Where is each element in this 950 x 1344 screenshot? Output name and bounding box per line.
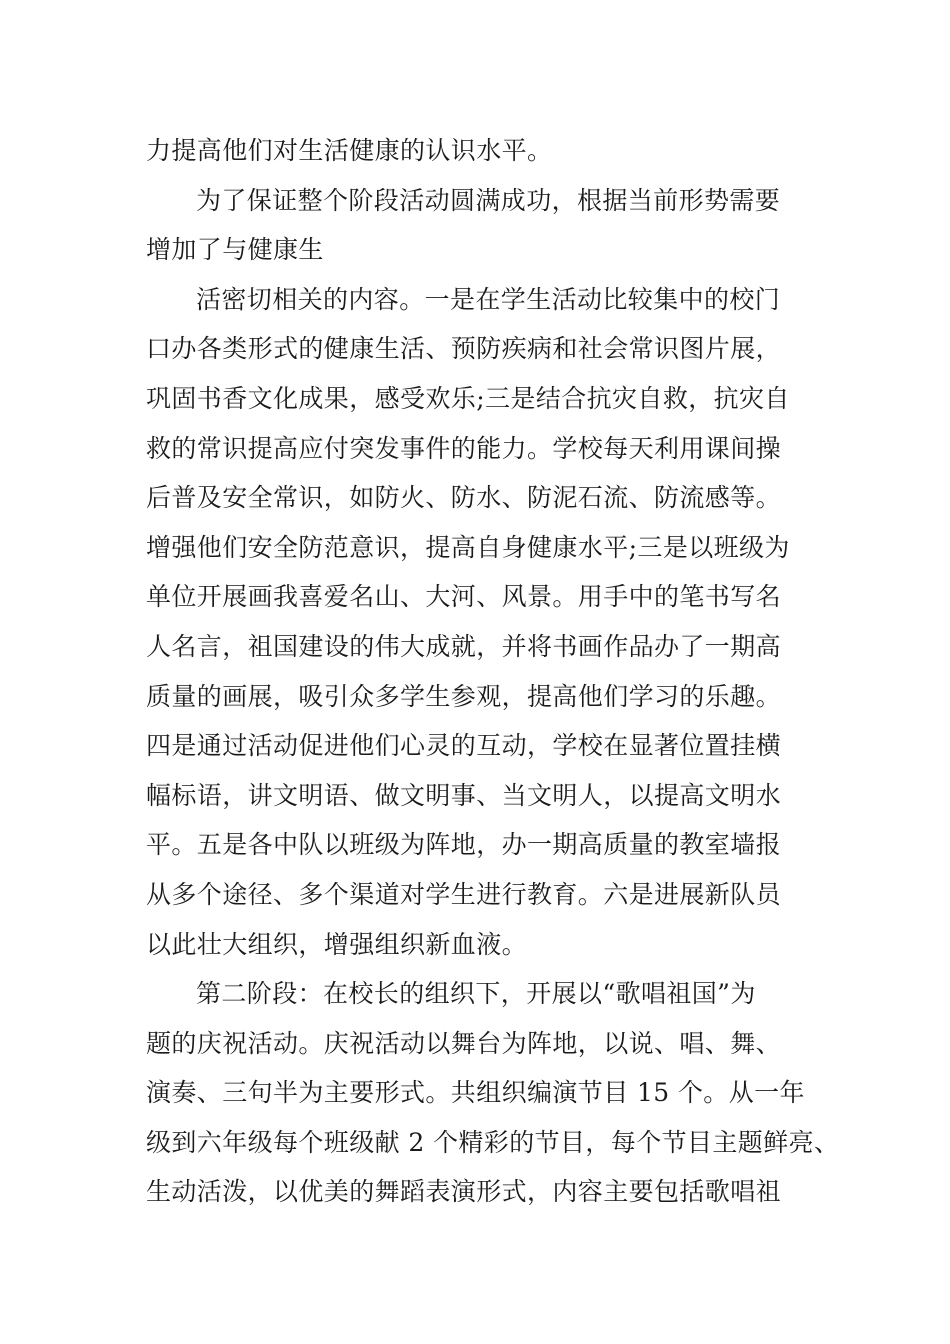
text-line: 巩固书香文化成果，感受欢乐;三是结合抗灾自救，抗灾自 — [146, 383, 790, 413]
text-line: 幅标语，讲文明语、做文明事、当文明人，以提高文明水 — [146, 780, 782, 810]
text-line: 人名言，祖国建设的伟大成就，并将书画作品办了一期高 — [146, 631, 782, 661]
text-line: 后普及安全常识，如防火、防水、防泥石流、防流感等。 — [146, 483, 782, 513]
text-line: 活密切相关的内容。一是在学生活动比较集中的校门 — [196, 284, 781, 314]
body-text — [146, 126, 840, 1217]
text-line: 增强他们安全防范意识，提高自身健康水平;三是以班级为 — [146, 532, 790, 562]
text-line: 质量的画展，吸引众多学生参观，提高他们学习的乐趣。 — [146, 681, 782, 711]
text-line: 以此壮大组织，增强组织新血液。 — [146, 929, 528, 959]
text-line: 题的庆祝活动。庆祝活动以舞台为阵地，以说、唱、舞、 — [146, 1028, 782, 1058]
text-line: 救的常识提高应付突发事件的能力。学校每天利用课间操 — [146, 433, 782, 463]
text-line: 为了保证整个阶段活动圆满成功，根据当前形势需要 — [196, 185, 781, 215]
text-line: 演奏、三句半为主要形式。共组织编演节目 15 个。从一年 — [146, 1078, 805, 1108]
text-line: 第二阶段：在校长的组织下，开展以“歌唱祖国”为 — [196, 979, 756, 1009]
text-line: 平。五是各中队以班级为阵地，办一期高质量的教室墙报 — [146, 830, 782, 860]
text-line: 四是通过活动促进他们心灵的互动，学校在显著位置挂横 — [146, 731, 782, 761]
text-line: 口办各类形式的健康生活、预防疾病和社会常识图片展， — [146, 334, 782, 364]
text-line: 增加了与健康生 — [146, 235, 324, 265]
text-line: 单位开展画我喜爱名山、大河、风景。用手中的笔书写名 — [146, 582, 782, 612]
text-line: 从多个途径、多个渠道对学生进行教育。六是进展新队员 — [146, 879, 782, 909]
text-line: 力提高他们对生活健康的认识水平。 — [146, 136, 553, 165]
text-line: 级到六年级每个班级献 2 个精彩的节目，每个节目主题鲜亮、 — [146, 1127, 840, 1157]
text-line: 生动活泼，以优美的舞蹈表演形式，内容主要包括歌唱祖 — [146, 1177, 782, 1207]
